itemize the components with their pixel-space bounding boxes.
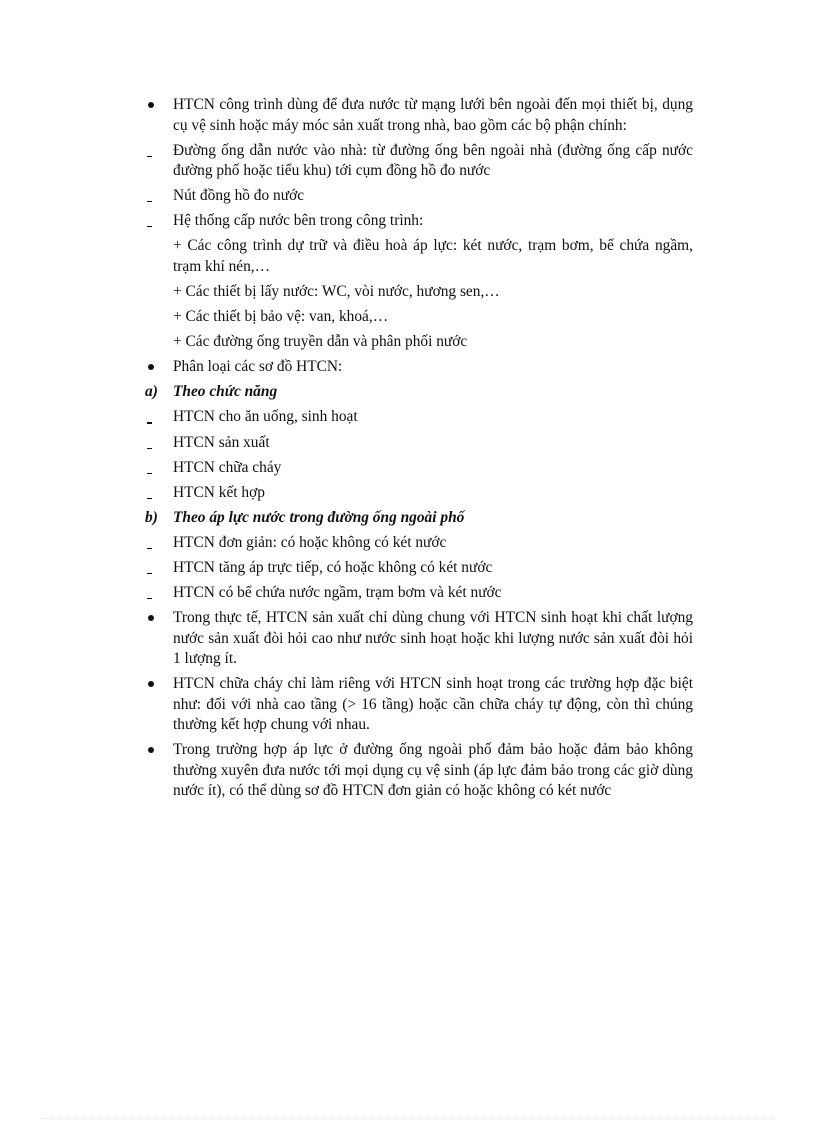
bullet-text: Trong thực tế, HTCN sản xuất chỉ dùng chung với HTCN sinh hoạt khi chất lượng nước sản xuất đòi hỏi cao như nước sinh hoạt hoặc khi lượng nước sản xuất đòi hỏi 1 lượng ít. — [173, 609, 693, 668]
bullet-text: HTCN công trình dùng để đưa nước từ mạng lưới bên ngoài đến mọi thiết bị, dụng cụ vệ sinh hoặc máy móc sản xuất trong nhà, bao gồm các bộ phận chính: — [173, 96, 693, 134]
dash-item — [145, 433, 693, 454]
bullet-item — [145, 357, 693, 378]
dash-text: Nút đồng hồ đo nước — [173, 187, 305, 205]
plus-item: + Các đường ống truyền dẫn và phân phối nước — [173, 333, 468, 351]
heading-marker: b) — [145, 508, 158, 526]
dash-item — [145, 186, 693, 207]
bullet-item — [145, 608, 693, 670]
dash-text: HTCN chữa cháy — [173, 458, 282, 476]
dash-item — [145, 407, 693, 428]
heading-text: Theo chức năng — [173, 383, 278, 401]
heading-text: Theo áp lực nước trong đường ống ngoài phố — [173, 508, 465, 526]
section-heading — [145, 508, 693, 529]
dash-item — [145, 141, 693, 182]
dash-text: HTCN tăng áp trực tiếp, có hoặc không có két nước — [173, 559, 493, 576]
plus-item: + Các thiết bị bảo vệ: van, khoá,… — [173, 308, 389, 326]
bullet-item — [145, 740, 693, 802]
plus-item: + Các công trình dự trữ và điều hoà áp lực: két nước, trạm bơm, bể chứa ngầm, trạm khí nén,… — [173, 237, 693, 275]
dash-item — [145, 483, 693, 504]
heading-marker: a) — [145, 383, 158, 401]
bullet-text: Phân loại các sơ đồ HTCN: — [173, 358, 343, 376]
dash-text: Đường ống dẫn nước vào nhà: từ đường ống bên ngoài nhà (đường ống cấp nước đường phố hoặc tiểu khu) tới cụm đồng hồ đo nước — [173, 141, 693, 180]
dash-item — [145, 211, 693, 232]
section-heading — [145, 382, 693, 403]
bullet-item — [145, 95, 693, 136]
bullet-item — [145, 674, 693, 736]
dash-text: HTCN kết hợp — [173, 483, 265, 501]
bullet-text: HTCN chữa cháy chỉ làm riêng với HTCN sinh hoạt trong các trường hợp đặc biệt như: đối với nhà cao tầng (> 16 tầng) hoặc cần chữa cháy tự động, còn thì chúng thường kết hợp chung với nhau. — [173, 675, 693, 734]
dash-text: HTCN cho ăn uống, sinh hoạt — [173, 408, 358, 426]
dash-item — [145, 533, 693, 554]
dash-item — [145, 558, 693, 579]
bullet-text: Trong trường hợp áp lực ở đường ống ngoài phố đảm bảo hoặc đảm bảo không thường xuyên đưa nước tới mọi dụng cụ vệ sinh (áp lực đảm bảo trong các giờ dùng nước ít), có thể dùng sơ đồ HTCN đơn giản có hoặc không có két nước — [173, 741, 693, 800]
document-body — [145, 95, 693, 806]
dash-item — [145, 458, 693, 479]
dash-text: HTCN sản xuất — [173, 433, 270, 451]
plus-item: + Các thiết bị lấy nước: WC, vòi nước, hương sen,… — [173, 282, 500, 300]
page-bottom-divider — [40, 1118, 776, 1119]
dash-item — [145, 583, 693, 604]
dash-text: HTCN đơn giản: có hoặc không có két nước — [173, 533, 447, 551]
dash-text: HTCN có bể chứa nước ngầm, trạm bơm và két nước — [173, 584, 502, 602]
dash-text: Hệ thống cấp nước bên trong công trình: — [173, 212, 424, 230]
